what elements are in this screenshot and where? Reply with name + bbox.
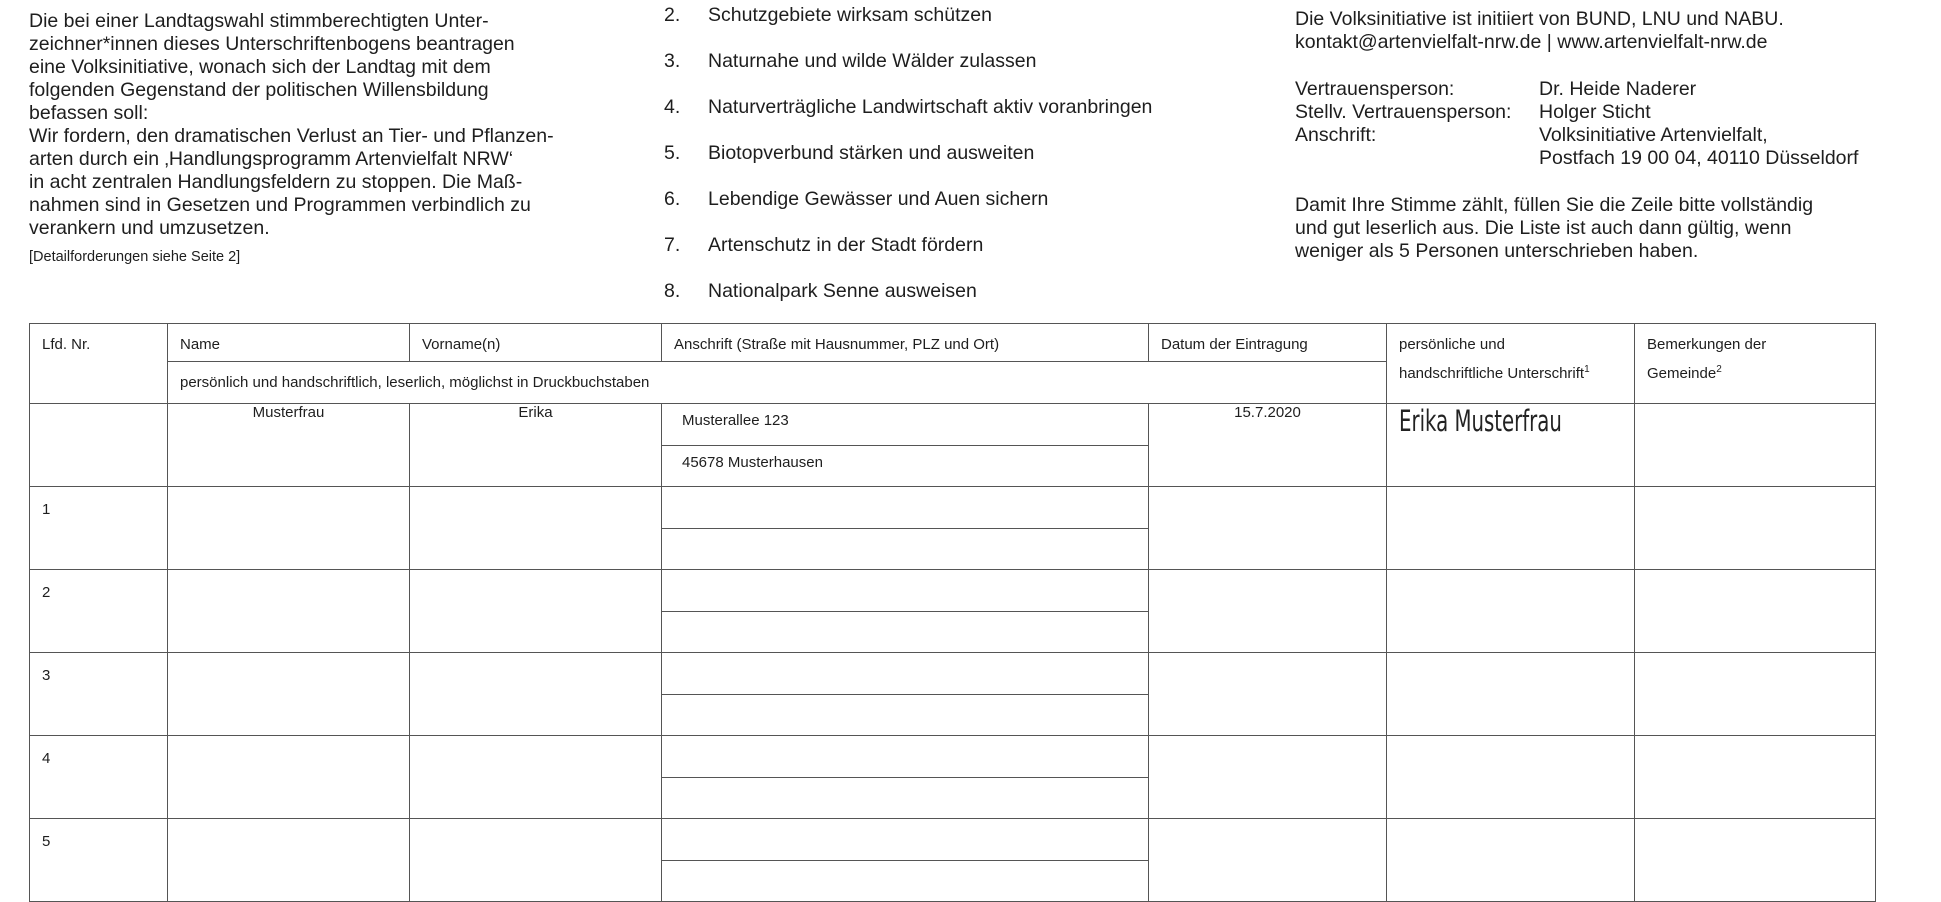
intro-line: eine Volksinitiative, wonach sich der Landtag mit dem xyxy=(29,56,491,78)
contact-value: Volksinitiative Artenvielfalt, xyxy=(1539,124,1768,146)
intro-line: Die bei einer Landtagswahl stimmberechtigten Unter- xyxy=(29,10,489,32)
contact-value: Dr. Heide Naderer xyxy=(1539,78,1697,100)
demands-list xyxy=(664,0,1304,314)
example-nr xyxy=(30,404,168,487)
date-field[interactable] xyxy=(1149,487,1387,570)
initiative-info xyxy=(1295,8,1935,263)
street-field[interactable] xyxy=(662,487,1148,528)
contact-label: Anschrift: xyxy=(1295,124,1377,146)
example-name: Musterfrau xyxy=(168,404,410,487)
city-field[interactable] xyxy=(662,528,1148,569)
example-vorname: Erika xyxy=(410,404,662,487)
anschrift-field xyxy=(662,487,1149,570)
row-number: 4 xyxy=(30,736,168,819)
intro-line: zeichner*innen dieses Unterschriftenbogens beantragen xyxy=(29,33,515,55)
vorname-field[interactable] xyxy=(410,487,662,570)
instruction-line: und gut leserlich aus. Die Liste ist auch dann gültig, wenn xyxy=(1295,217,1792,239)
anschrift-field xyxy=(662,736,1149,819)
row-number: 1 xyxy=(30,487,168,570)
signature-row xyxy=(30,736,1876,819)
row-number: 3 xyxy=(30,653,168,736)
signature-field[interactable] xyxy=(1387,653,1635,736)
intro-line: folgenden Gegenstand der politischen Willensbildung xyxy=(29,79,489,101)
example-signature: Erika Musterfrau xyxy=(1399,404,1562,438)
demand-text: Biotopverbund stärken und ausweiten xyxy=(708,142,1035,164)
contact-line: kontakt@artenvielfalt-nrw.de | www.artenvielfalt-nrw.de xyxy=(1295,31,1768,53)
example-signature-cell xyxy=(1387,404,1635,487)
name-field[interactable] xyxy=(168,736,410,819)
anschrift-field xyxy=(662,819,1149,902)
contact-label: Vertrauensperson: xyxy=(1295,78,1455,100)
signature-row xyxy=(30,653,1876,736)
address-continuation: Postfach 19 00 04, 40110 Düsseldorf xyxy=(1539,147,1859,169)
signature-row xyxy=(30,570,1876,653)
demand-text: Lebendige Gewässer und Auen sichern xyxy=(708,188,1049,210)
contact-block xyxy=(1295,78,1935,170)
date-field[interactable] xyxy=(1149,819,1387,902)
contact-value: Holger Sticht xyxy=(1539,101,1651,123)
vorname-field[interactable] xyxy=(410,736,662,819)
header-datum: Datum der Eintragung xyxy=(1149,324,1387,362)
bemerkungen-field xyxy=(1635,819,1876,902)
demand-number: 3. xyxy=(664,50,681,72)
intro-text xyxy=(29,10,629,269)
instruction-line: weniger als 5 Personen unterschrieben haben. xyxy=(1295,240,1699,262)
demand-item xyxy=(664,268,1304,314)
name-field[interactable] xyxy=(168,487,410,570)
signature-field[interactable] xyxy=(1387,736,1635,819)
date-field[interactable] xyxy=(1149,570,1387,653)
intro-line: befassen soll: xyxy=(29,102,149,124)
intro-line: nahmen sind in Gesetzen und Programmen verbindlich zu xyxy=(29,194,531,216)
vorname-field[interactable] xyxy=(410,570,662,653)
instructions-block xyxy=(1295,194,1935,263)
demand-item xyxy=(664,130,1304,176)
city-field[interactable] xyxy=(662,777,1148,818)
demand-item xyxy=(664,38,1304,84)
name-field[interactable] xyxy=(168,570,410,653)
demand-text: Schutzgebiete wirksam schützen xyxy=(708,4,992,26)
anschrift-field xyxy=(662,653,1149,736)
subheader-instruction: persönlich und handschriftlich, leserlich, möglichst in Druckbuchstaben xyxy=(168,362,1387,404)
street-field[interactable] xyxy=(662,653,1148,694)
example-date: 15.7.2020 xyxy=(1149,404,1387,487)
date-field[interactable] xyxy=(1149,653,1387,736)
header-unterschrift-line2: handschriftliche Unterschrift xyxy=(1399,365,1585,382)
demand-item xyxy=(664,176,1304,222)
signature-row xyxy=(30,819,1876,902)
demand-text: Nationalpark Senne ausweisen xyxy=(708,280,977,302)
contact-row xyxy=(1295,78,1935,101)
header-vorname: Vorname(n) xyxy=(410,324,662,362)
demand-number: 5. xyxy=(664,142,681,164)
demand-number: 8. xyxy=(664,280,681,302)
bemerkungen-field xyxy=(1635,487,1876,570)
signature-row xyxy=(30,487,1876,570)
header-unterschrift-line1: persönliche und xyxy=(1399,336,1505,353)
demand-number: 4. xyxy=(664,96,681,118)
bemerkungen-field xyxy=(1635,736,1876,819)
contact-row xyxy=(1295,124,1935,147)
city-field[interactable] xyxy=(662,860,1148,901)
header-bemerkungen-line2: Gemeinde xyxy=(1647,365,1717,382)
street-field[interactable] xyxy=(662,819,1148,860)
signature-field[interactable] xyxy=(1387,570,1635,653)
intro-line: Wir fordern, den dramatischen Verlust an Tier- und Pflanzen- xyxy=(29,125,554,147)
example-street: Musterallee 123 xyxy=(682,412,789,429)
contact-row xyxy=(1295,101,1935,124)
row-number: 5 xyxy=(30,819,168,902)
demand-item xyxy=(664,84,1304,130)
demand-text: Naturnahe und wilde Wälder zulassen xyxy=(708,50,1037,72)
demand-item xyxy=(664,222,1304,268)
street-field[interactable] xyxy=(662,570,1148,611)
header-unterschrift xyxy=(1387,324,1635,404)
demand-item xyxy=(664,0,1304,38)
footnote-1-marker: 1 xyxy=(1584,364,1590,375)
example-city: 45678 Musterhausen xyxy=(662,445,1148,486)
name-field[interactable] xyxy=(168,819,410,902)
bemerkungen-field xyxy=(1635,653,1876,736)
demand-text: Naturverträgliche Landwirtschaft aktiv voranbringen xyxy=(708,96,1153,118)
example-anschrift xyxy=(662,404,1149,487)
signature-field[interactable] xyxy=(1387,487,1635,570)
city-field[interactable] xyxy=(662,694,1148,735)
signature-table xyxy=(29,323,1876,902)
anschrift-field xyxy=(662,570,1149,653)
demand-number: 2. xyxy=(664,4,681,26)
contact-label: Stellv. Vertrauensperson: xyxy=(1295,101,1512,123)
footnote-2-marker: 2 xyxy=(1716,364,1722,375)
date-field[interactable] xyxy=(1149,736,1387,819)
vorname-field[interactable] xyxy=(410,819,662,902)
demand-text: Artenschutz in der Stadt fördern xyxy=(708,234,984,256)
intro-line: in acht zentralen Handlungsfeldern zu stoppen. Die Maß- xyxy=(29,171,523,193)
signature-field[interactable] xyxy=(1387,819,1635,902)
instruction-line: Damit Ihre Stimme zählt, füllen Sie die Zeile bitte vollständig xyxy=(1295,194,1814,216)
bemerkungen-field xyxy=(1635,570,1876,653)
header-nr: Lfd. Nr. xyxy=(30,324,168,404)
vorname-field[interactable] xyxy=(410,653,662,736)
header-name: Name xyxy=(168,324,410,362)
detail-note: [Detailforderungen siehe Seite 2] xyxy=(29,249,241,265)
row-number: 2 xyxy=(30,570,168,653)
demand-number: 7. xyxy=(664,234,681,256)
header-row xyxy=(30,324,1876,362)
initiators-line: Die Volksinitiative ist initiiert von BUND, LNU und NABU. xyxy=(1295,8,1784,30)
street-field[interactable] xyxy=(662,736,1148,777)
header-bemerkungen-line1: Bemerkungen der xyxy=(1647,336,1767,353)
example-bemerkungen xyxy=(1635,404,1876,487)
header-anschrift: Anschrift (Straße mit Hausnummer, PLZ und Ort) xyxy=(662,324,1149,362)
example-row xyxy=(30,404,1876,487)
header-bemerkungen xyxy=(1635,324,1876,404)
intro-line: arten durch ein ‚Handlungsprogramm Artenvielfalt NRW‘ xyxy=(29,148,514,170)
name-field[interactable] xyxy=(168,653,410,736)
intro-line: verankern und umzusetzen. xyxy=(29,217,270,239)
city-field[interactable] xyxy=(662,611,1148,652)
demand-number: 6. xyxy=(664,188,681,210)
